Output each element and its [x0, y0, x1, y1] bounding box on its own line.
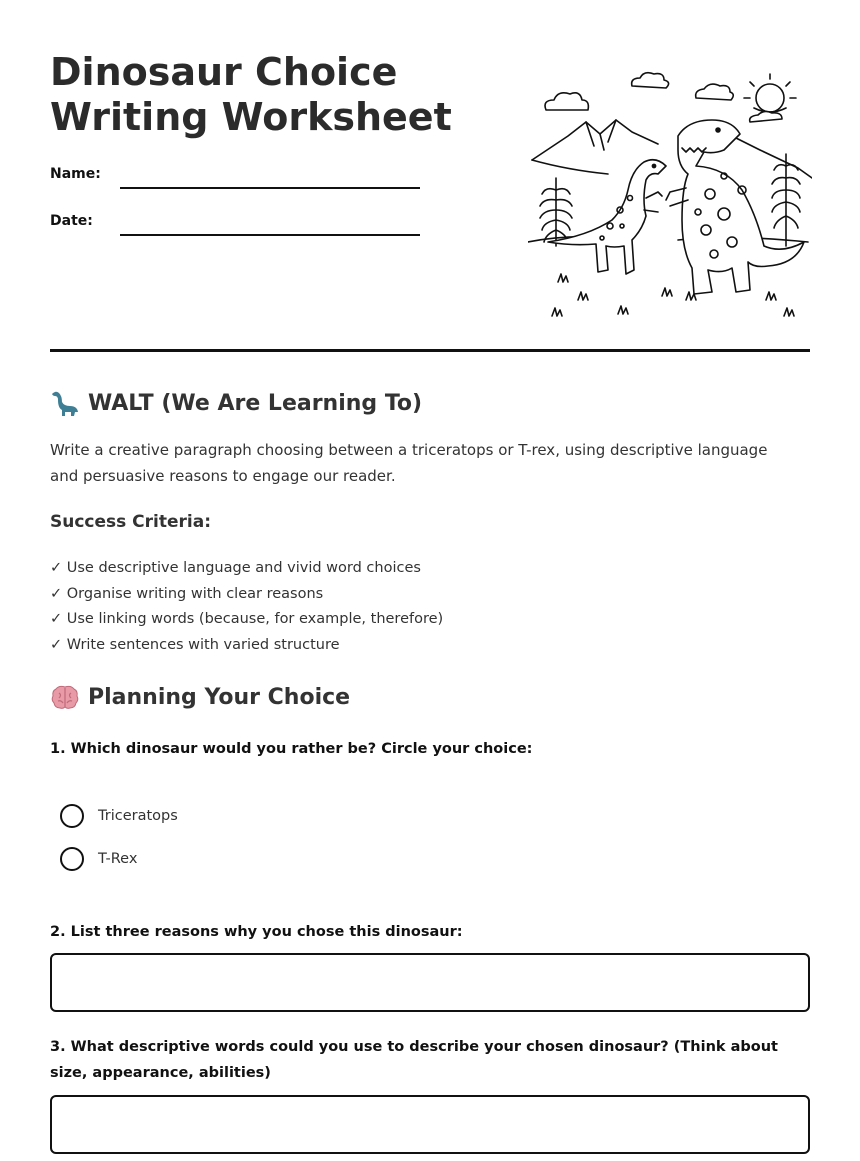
plant-icon	[540, 154, 800, 246]
dinosaur-illustration	[528, 70, 812, 326]
date-label: Date:	[50, 213, 93, 229]
success-criteria-heading: Success Criteria:	[50, 512, 212, 532]
question-3: 3. What descriptive words could you use to describe your chosen dinosaur? (Think about size, appearance, abilities)	[50, 1039, 778, 1081]
success-criteria-list	[50, 556, 750, 658]
title-line-2: Writing Worksheet	[50, 95, 452, 139]
name-label: Name:	[50, 166, 101, 182]
sun-icon	[744, 74, 796, 112]
planning-heading-text: Planning Your Choice	[88, 684, 351, 710]
planning-heading	[50, 682, 350, 712]
radio-circle[interactable]	[60, 847, 84, 871]
criteria-item: ✓ Use linking words (because, for example, therefore)	[50, 611, 444, 627]
name-field[interactable]	[120, 187, 420, 189]
option-label: Triceratops	[98, 808, 178, 824]
criteria-item: ✓ Write sentences with varied structure	[50, 636, 340, 653]
criteria-item: ✓ Use descriptive language and vivid word choices	[50, 560, 421, 576]
date-field[interactable]	[120, 234, 420, 236]
option-trex[interactable]	[60, 847, 137, 871]
option-triceratops[interactable]	[60, 804, 178, 828]
criteria-item: ✓ Organise writing with clear reasons	[50, 585, 324, 602]
grass-icon	[552, 274, 794, 316]
question-1: 1. Which dinosaur would you rather be? Circle your choice:	[50, 741, 533, 757]
option-label: T-Rex	[98, 851, 138, 867]
brain-icon	[50, 682, 80, 712]
mountains-icon	[532, 120, 812, 178]
walt-heading	[50, 388, 422, 418]
descriptive-words-answer-box[interactable]	[50, 1095, 810, 1154]
worksheet-title	[50, 50, 490, 140]
reasons-answer-box[interactable]	[50, 953, 810, 1012]
trex-dinosaur-icon	[666, 120, 804, 294]
header-divider	[50, 349, 810, 352]
walt-description: Write a creative paragraph choosing between a triceratops or T-rex, using descriptive language and persuasive reasons to engage our reader.	[50, 441, 768, 485]
title-line-1: Dinosaur Choice	[50, 50, 398, 94]
walt-heading-text: WALT (We Are Learning To)	[88, 390, 423, 416]
question-2: 2. List three reasons why you chose this dinosaur:	[50, 924, 463, 940]
radio-circle[interactable]	[60, 804, 84, 828]
triceratops-dinosaur-icon	[548, 160, 666, 274]
sauropod-icon	[50, 388, 80, 418]
